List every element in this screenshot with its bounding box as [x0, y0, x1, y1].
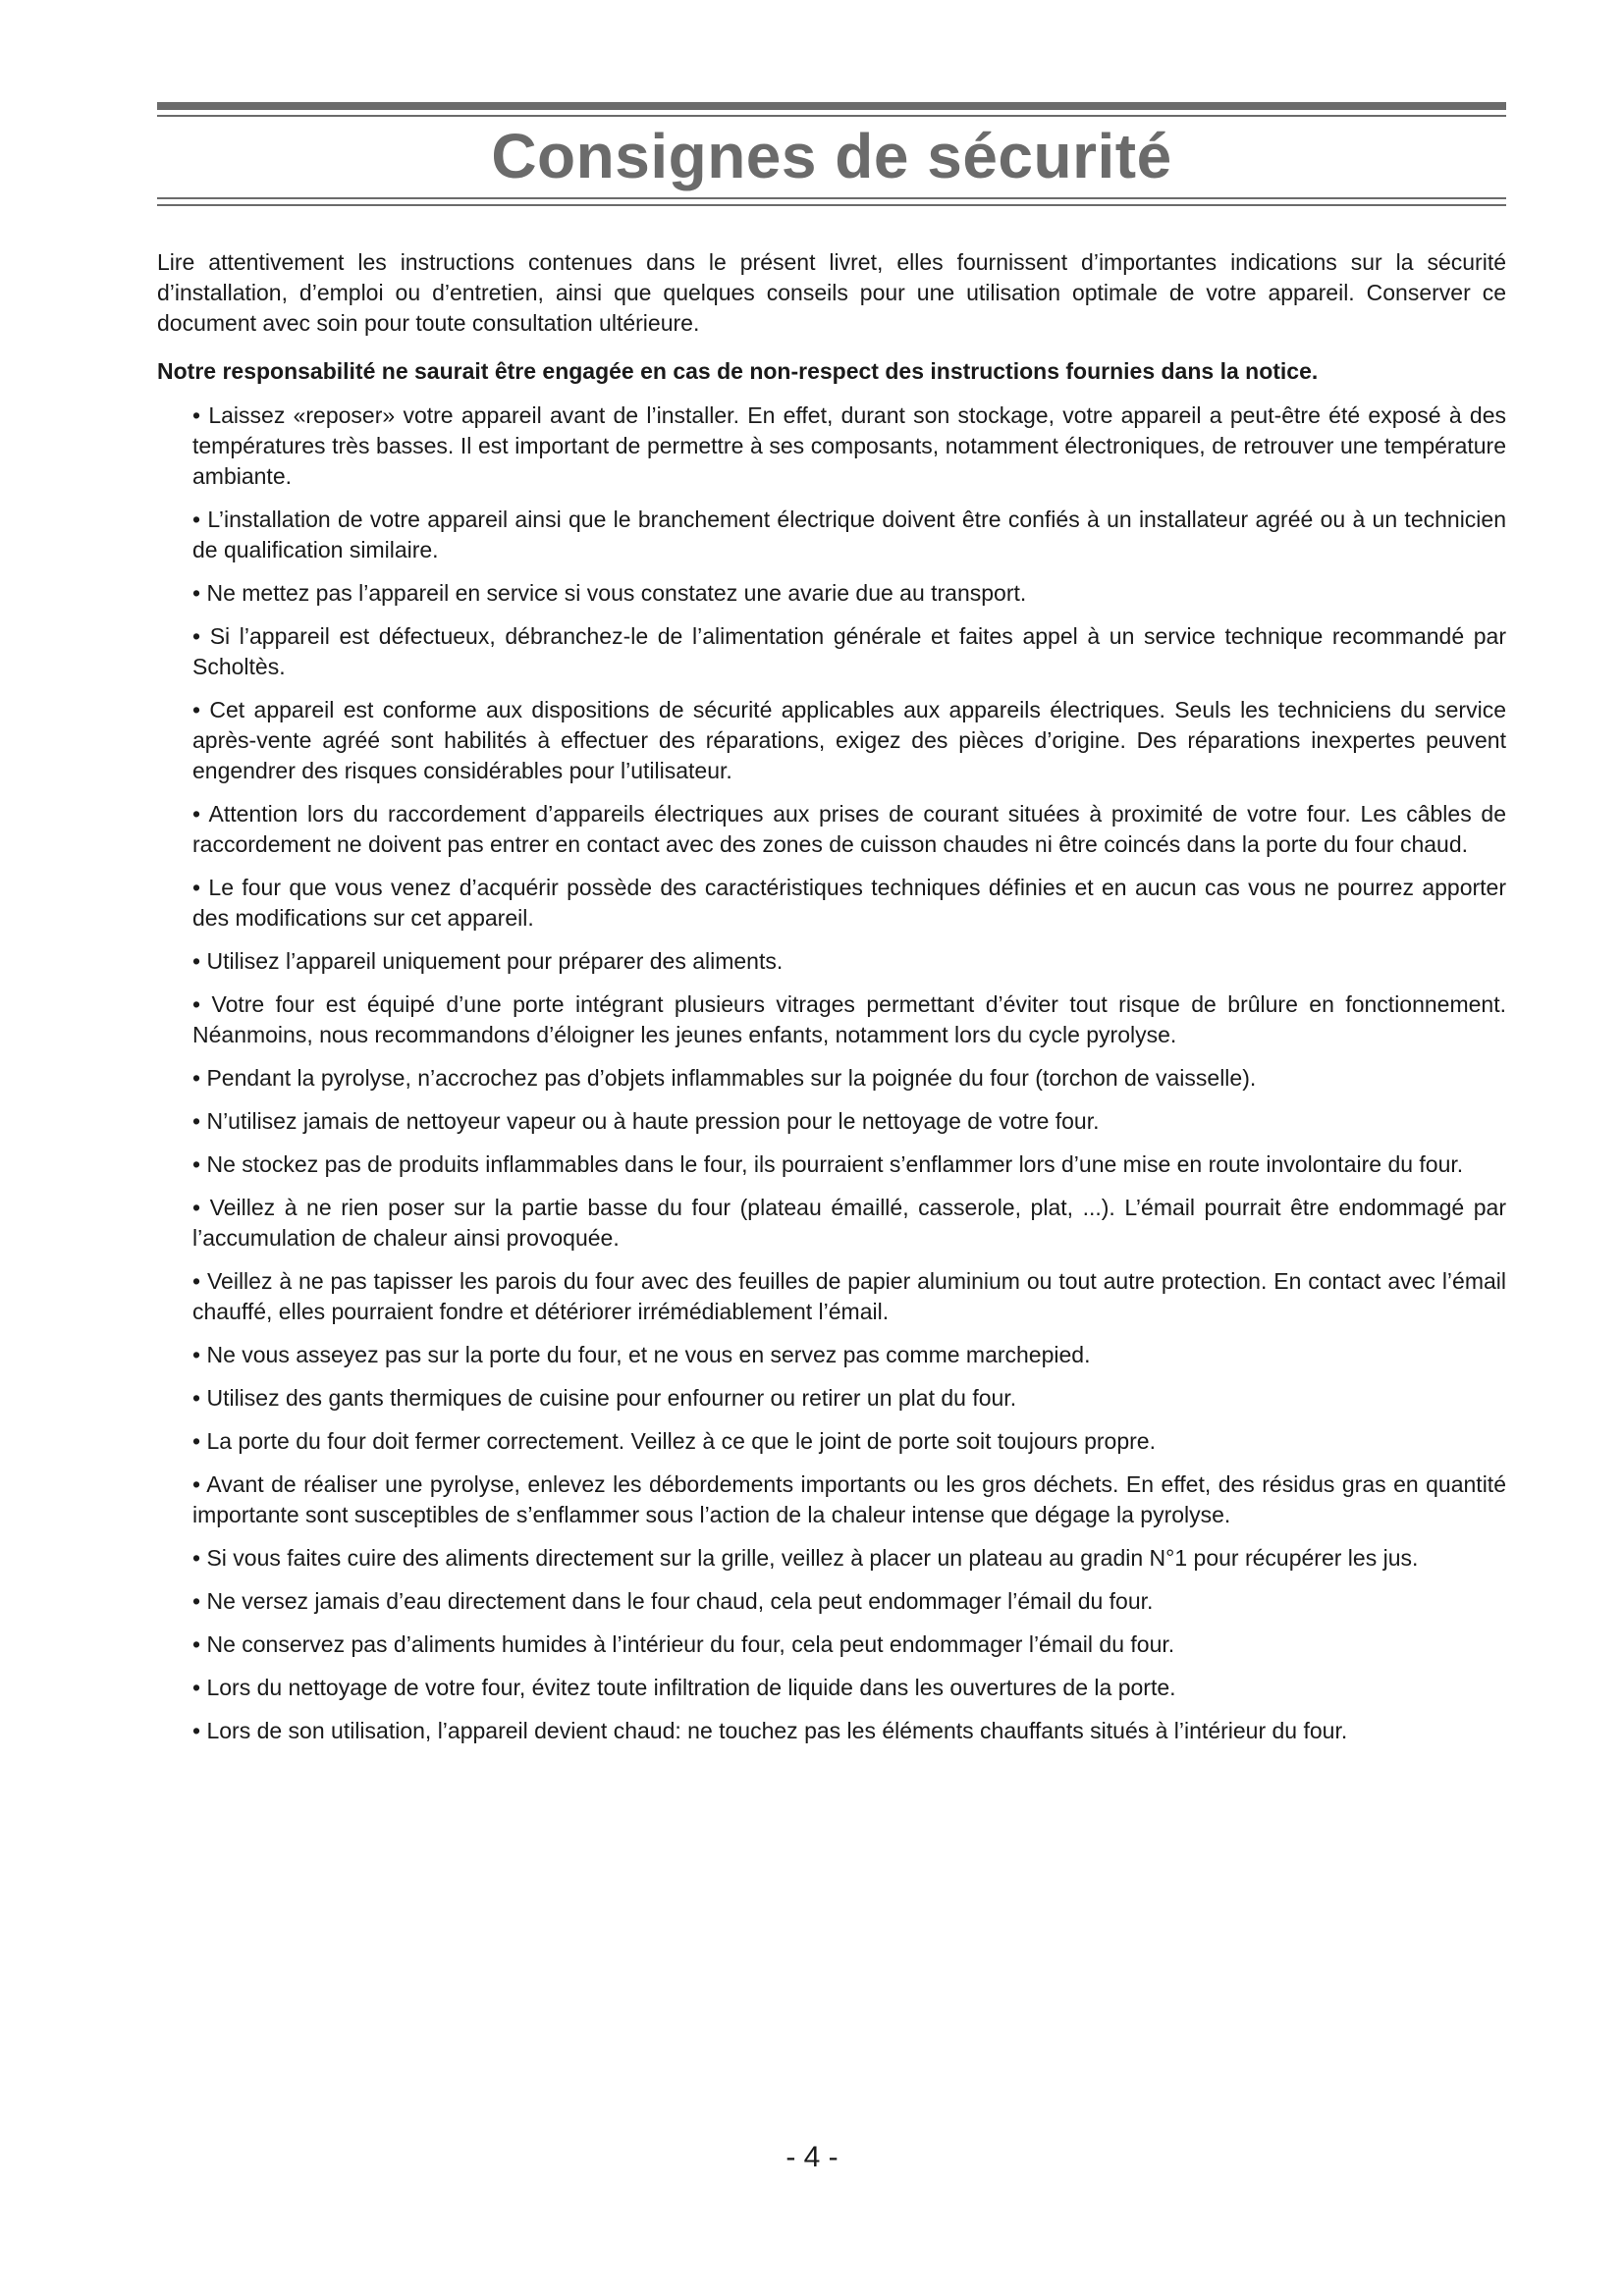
safety-instruction-item [192, 1340, 1506, 1370]
safety-instruction-item [192, 1106, 1506, 1137]
page-title: Consignes de sécurité [491, 121, 1172, 191]
safety-instruction-text: Attention lors du raccordement d’appareils électriques aux prises de courant situées à proximité de votre four. Les câbles de raccordement ne doivent pas entrer en contact avec des zones de cuisson chaudes ni être coincés dans la porte du four chaud. [192, 801, 1506, 857]
bullet-icon: • [192, 1268, 201, 1294]
bullet-icon: • [192, 1471, 201, 1497]
safety-instructions-list [157, 400, 1506, 1746]
safety-instruction-text: Pendant la pyrolyse, n’accrochez pas d’objets inflammables sur la poignée du four (torchon de vaisselle). [206, 1065, 1257, 1091]
safety-instruction-item [192, 1629, 1506, 1660]
title-rule-bottom-thin-2 [157, 204, 1506, 206]
bullet-icon: • [192, 1631, 201, 1657]
safety-instruction-item [192, 1383, 1506, 1414]
bullet-icon: • [192, 1195, 201, 1220]
bullet-icon: • [192, 402, 201, 428]
safety-instruction-text: Ne vous asseyez pas sur la porte du four, et ne vous en servez pas comme marchepied. [206, 1342, 1091, 1367]
safety-instruction-text: Cet appareil est conforme aux dispositions de sécurité applicables aux appareils électriques. Seuls les techniciens du service après-vente agréé sont habilités à effectuer des réparations, exigez des pièces d’origine. Des réparations inexpertes peuvent engendrer des risques considérables pour l’utilisateur. [192, 697, 1506, 783]
title-rule-top-thick [157, 102, 1506, 110]
page-number: - 4 - [785, 2141, 839, 2173]
bullet-icon: • [192, 697, 201, 722]
safety-instruction-text: Laissez «reposer» votre appareil avant de l’installer. En effet, durant son stockage, votre appareil a peut-être été exposé à des températures très basses. Il est important de permettre à ses composants, notamment électroniques, de retrouver une température ambiante. [192, 402, 1507, 489]
bullet-icon: • [192, 1342, 201, 1367]
safety-instruction-item [192, 873, 1506, 934]
safety-instruction-item [192, 1193, 1506, 1254]
bullet-icon: • [192, 1385, 201, 1411]
bullet-icon: • [192, 580, 201, 606]
safety-instruction-text: Si l’appareil est défectueux, débranchez-le de l’alimentation générale et faites appel à un service technique recommandé par Scholtès. [192, 623, 1506, 679]
content-body [157, 247, 1506, 1759]
bullet-icon: • [192, 507, 201, 532]
safety-instruction-text: Veillez à ne pas tapisser les parois du four avec des feuilles de papier aluminium ou tout autre protection. En contact avec l’émail chauffé, elles pourraient fondre et détériorer irrémédiablement l’émail. [192, 1268, 1506, 1324]
safety-instruction-text: Utilisez des gants thermiques de cuisine pour enfourner ou retirer un plat du four. [206, 1385, 1017, 1411]
safety-instruction-item [192, 1426, 1506, 1457]
safety-instruction-text: Lors de son utilisation, l’appareil devient chaud: ne touchez pas les éléments chauffants situés à l’intérieur du four. [206, 1718, 1348, 1743]
safety-instruction-item [192, 1543, 1506, 1574]
bullet-icon: • [192, 948, 201, 974]
bullet-icon: • [192, 1718, 201, 1743]
safety-instruction-text: Utilisez l’appareil uniquement pour préparer des aliments. [206, 948, 784, 974]
safety-instruction-text: Votre four est équipé d’une porte intégrant plusieurs vitrages permettant d’éviter tout risque de brûlure en fonctionnement. Néanmoins, nous recommandons d’éloigner les jeunes enfants, notamment lors du cycle pyrolyse. [192, 991, 1506, 1047]
safety-instruction-item [192, 505, 1506, 565]
title-block [157, 102, 1506, 206]
safety-instruction-item [192, 1266, 1506, 1327]
bullet-icon: • [192, 801, 201, 827]
safety-instruction-item [192, 578, 1506, 609]
bullet-icon: • [192, 1065, 201, 1091]
bullet-icon: • [192, 991, 201, 1017]
bullet-icon: • [192, 1588, 201, 1614]
bullet-icon: • [192, 1428, 201, 1454]
safety-instruction-text: Avant de réaliser une pyrolyse, enlevez les débordements importants ou les gros déchets. En effet, des résidus gras en quantité importante sont susceptibles de s’enflammer sous l’action de la chaleur intense que dégage la pyrolyse. [192, 1471, 1506, 1527]
safety-instruction-item [192, 621, 1506, 682]
safety-instruction-item [192, 989, 1506, 1050]
safety-instruction-text: Ne versez jamais d’eau directement dans le four chaud, cela peut endommager l’émail du four. [206, 1588, 1154, 1614]
intro-paragraph: Lire attentivement les instructions contenues dans le présent livret, elles fournissent d’importantes indications sur la sécurité d’installation, d’emploi ou d’entretien, ainsi que quelques conseils pour une utilisation optimale de votre appareil. Conserver ce document avec soin pour toute consultation ultérieure. [157, 249, 1506, 336]
safety-instruction-item [192, 1063, 1506, 1094]
bullet-icon: • [192, 875, 201, 900]
safety-instruction-item [192, 946, 1506, 977]
safety-instruction-text: La porte du four doit fermer correctement. Veillez à ce que le joint de porte soit toujours propre. [206, 1428, 1156, 1454]
safety-instruction-item [192, 695, 1506, 786]
safety-instruction-text: L’installation de votre appareil ainsi que le branchement électrique doivent être confiés à un installateur agréé ou à un technicien de qualification similaire. [192, 507, 1507, 562]
safety-instruction-text: Ne mettez pas l’appareil en service si vous constatez une avarie due au transport. [206, 580, 1027, 606]
safety-instruction-item [192, 400, 1506, 492]
safety-instruction-item [192, 799, 1506, 860]
bullet-icon: • [192, 1151, 201, 1177]
safety-instruction-item [192, 1716, 1506, 1746]
safety-instruction-item [192, 1149, 1506, 1180]
safety-instruction-item [192, 1586, 1506, 1617]
safety-instruction-item [192, 1673, 1506, 1703]
safety-instruction-text: N’utilisez jamais de nettoyeur vapeur ou à haute pression pour le nettoyage de votre four. [206, 1108, 1100, 1134]
safety-instruction-text: Lors du nettoyage de votre four, évitez toute infiltration de liquide dans les ouvertures de la porte. [206, 1675, 1176, 1700]
safety-instruction-item [192, 1469, 1506, 1530]
safety-instruction-text: Ne stockez pas de produits inflammables dans le four, ils pourraient s’enflammer lors d’une mise en route involontaire du four. [206, 1151, 1464, 1177]
responsibility-warning: Notre responsabilité ne saurait être engagée en cas de non-respect des instructions fournies dans la notice. [157, 358, 1319, 384]
safety-instruction-text: Si vous faites cuire des aliments directement sur la grille, veillez à placer un plateau au gradin N°1 pour récupérer les jus. [206, 1545, 1419, 1571]
bullet-icon: • [192, 1545, 201, 1571]
safety-instruction-text: Ne conservez pas d’aliments humides à l’intérieur du four, cela peut endommager l’émail du four. [206, 1631, 1175, 1657]
bullet-icon: • [192, 1675, 201, 1700]
safety-instruction-text: Le four que vous venez d’acquérir possède des caractéristiques techniques définies et en aucun cas vous ne pourrez apporter des modifications sur cet appareil. [192, 875, 1506, 931]
safety-instruction-text: Veillez à ne rien poser sur la partie basse du four (plateau émaillé, casserole, plat, ...). L’émail pourrait être endommagé par l’accumulation de chaleur ainsi provoquée. [192, 1195, 1506, 1251]
bullet-icon: • [192, 1108, 201, 1134]
bullet-icon: • [192, 623, 201, 649]
